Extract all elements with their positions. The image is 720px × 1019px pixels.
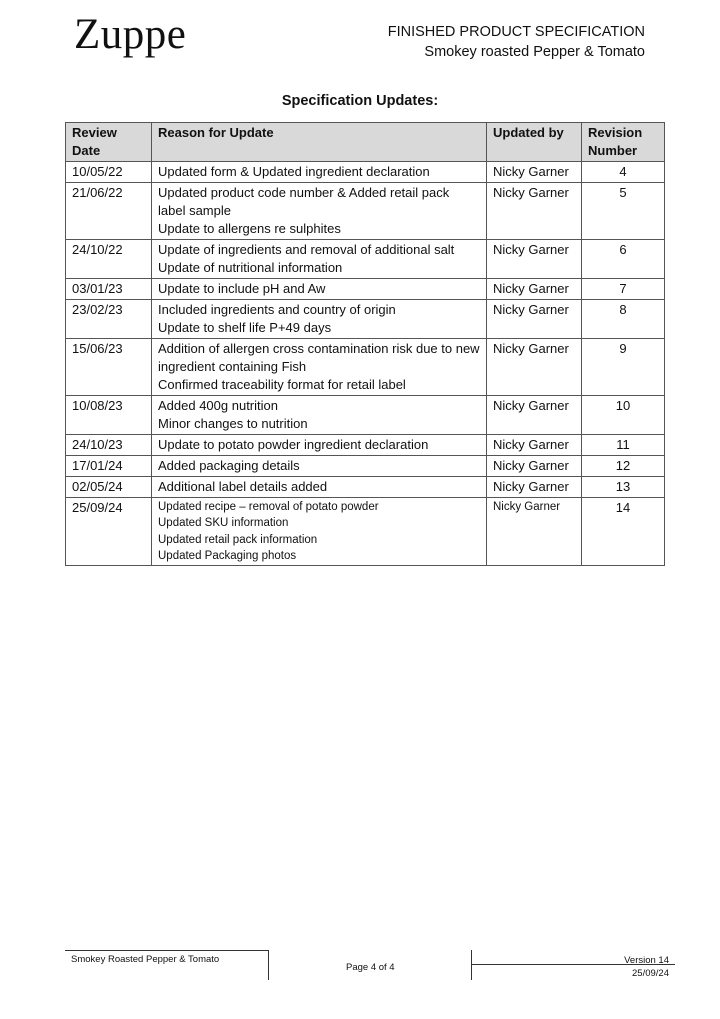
revision-number-cell: 6 [582, 240, 665, 279]
table-row [66, 339, 665, 396]
revision-number-cell: 11 [582, 435, 665, 456]
table-row [66, 456, 665, 477]
reason-line: Included ingredients and country of origin [158, 302, 396, 317]
updated-by-cell: Nicky Garner [487, 279, 582, 300]
footer-version-block [624, 954, 669, 980]
footer-page-number: Page 4 of 4 [346, 962, 395, 973]
updated-by-cell: Nicky Garner [487, 240, 582, 279]
revision-number-cell: 10 [582, 396, 665, 435]
review-date-cell: 25/09/24 [66, 498, 152, 566]
revision-number-cell: 13 [582, 477, 665, 498]
footer-version: Version 14 [624, 955, 669, 966]
updated-by-cell: Nicky Garner [487, 396, 582, 435]
reason-cell [152, 477, 487, 498]
reason-cell [152, 300, 487, 339]
updated-by-cell: Nicky Garner [487, 435, 582, 456]
reason-line: Updated Packaging photos [158, 549, 297, 562]
updated-by-cell: Nicky Garner [487, 498, 582, 566]
reason-line: Update to potato powder ingredient declaration [158, 437, 429, 452]
reason-line: Updated SKU information [158, 517, 289, 530]
reason-line: Added 400g nutrition [158, 398, 278, 413]
table-row [66, 162, 665, 183]
review-date-cell: 23/02/23 [66, 300, 152, 339]
revision-number-cell: 4 [582, 162, 665, 183]
review-date-cell: 10/08/23 [66, 396, 152, 435]
reason-line: Additional label details added [158, 479, 328, 494]
updated-by-cell: Nicky Garner [487, 477, 582, 498]
updated-by-cell: Nicky Garner [487, 339, 582, 396]
table-row [66, 396, 665, 435]
reason-line: Added packaging details [158, 458, 300, 473]
table-header-row [66, 123, 665, 162]
table-body [66, 162, 665, 566]
footer-date: 25/09/24 [632, 968, 669, 979]
company-logo: Zuppe [74, 11, 187, 58]
reason-line: Update to shelf life P+49 days [158, 320, 332, 335]
review-date-cell: 10/05/22 [66, 162, 152, 183]
reason-line: Update of nutritional information [158, 260, 343, 275]
review-date-cell: 03/01/23 [66, 279, 152, 300]
header-reason: Reason for Update [152, 123, 487, 162]
document-header [388, 22, 645, 62]
header-updated-by: Updated by [487, 123, 582, 162]
footer-rule-left [65, 950, 268, 951]
document-type: FINISHED PRODUCT SPECIFICATION [387, 24, 645, 40]
reason-line: Updated retail pack information [158, 533, 318, 546]
reason-line: Addition of allergen cross contamination risk due to new ingredient containing Fish [158, 341, 480, 374]
reason-line: Update to include pH and Aw [158, 281, 326, 296]
footer-divider-right [471, 950, 472, 980]
review-date-cell: 15/06/23 [66, 339, 152, 396]
updated-by-cell: Nicky Garner [487, 300, 582, 339]
table-row [66, 240, 665, 279]
reason-cell [152, 396, 487, 435]
reason-line: Updated form & Updated ingredient declaration [158, 164, 430, 179]
reason-cell [152, 456, 487, 477]
revision-number-cell: 14 [582, 498, 665, 566]
reason-line: Minor changes to nutrition [158, 416, 308, 431]
page-footer [65, 950, 675, 980]
table-row [66, 279, 665, 300]
footer-product: Smokey Roasted Pepper & Tomato [71, 954, 220, 965]
product-name: Smokey roasted Pepper & Tomato [424, 44, 645, 60]
updated-by-cell: Nicky Garner [487, 183, 582, 240]
reason-line: Confirmed traceability format for retail label [158, 377, 406, 392]
reason-cell [152, 498, 487, 566]
table-row [66, 498, 665, 566]
updated-by-cell: Nicky Garner [487, 456, 582, 477]
revision-number-cell: 5 [582, 183, 665, 240]
review-date-cell: 17/01/24 [66, 456, 152, 477]
updated-by-cell: Nicky Garner [487, 162, 582, 183]
reason-cell [152, 339, 487, 396]
reason-cell [152, 279, 487, 300]
review-date-cell: 24/10/23 [66, 435, 152, 456]
reason-line: Update to allergens re sulphites [158, 221, 341, 236]
header-revision-number: Revision Number [582, 123, 665, 162]
table-row [66, 183, 665, 240]
review-date-cell: 21/06/22 [66, 183, 152, 240]
reason-line: Updated recipe – removal of potato powder [158, 501, 379, 513]
reason-cell [152, 435, 487, 456]
reason-line: Updated product code number & Added retail pack label sample [158, 185, 450, 218]
revision-number-cell: 12 [582, 456, 665, 477]
table-row [66, 435, 665, 456]
table-row [66, 300, 665, 339]
review-date-cell: 24/10/22 [66, 240, 152, 279]
footer-divider-left [268, 950, 269, 980]
reason-line: Update of ingredients and removal of additional salt [158, 242, 455, 257]
reason-cell [152, 162, 487, 183]
section-title: Specification Updates: [281, 93, 439, 109]
review-date-cell: 02/05/24 [66, 477, 152, 498]
header-review-date: Review Date [66, 123, 152, 162]
revision-number-cell: 8 [582, 300, 665, 339]
specification-updates-table [65, 122, 665, 566]
revision-number-cell: 7 [582, 279, 665, 300]
reason-cell [152, 183, 487, 240]
reason-cell [152, 240, 487, 279]
table-row [66, 477, 665, 498]
revision-number-cell: 9 [582, 339, 665, 396]
